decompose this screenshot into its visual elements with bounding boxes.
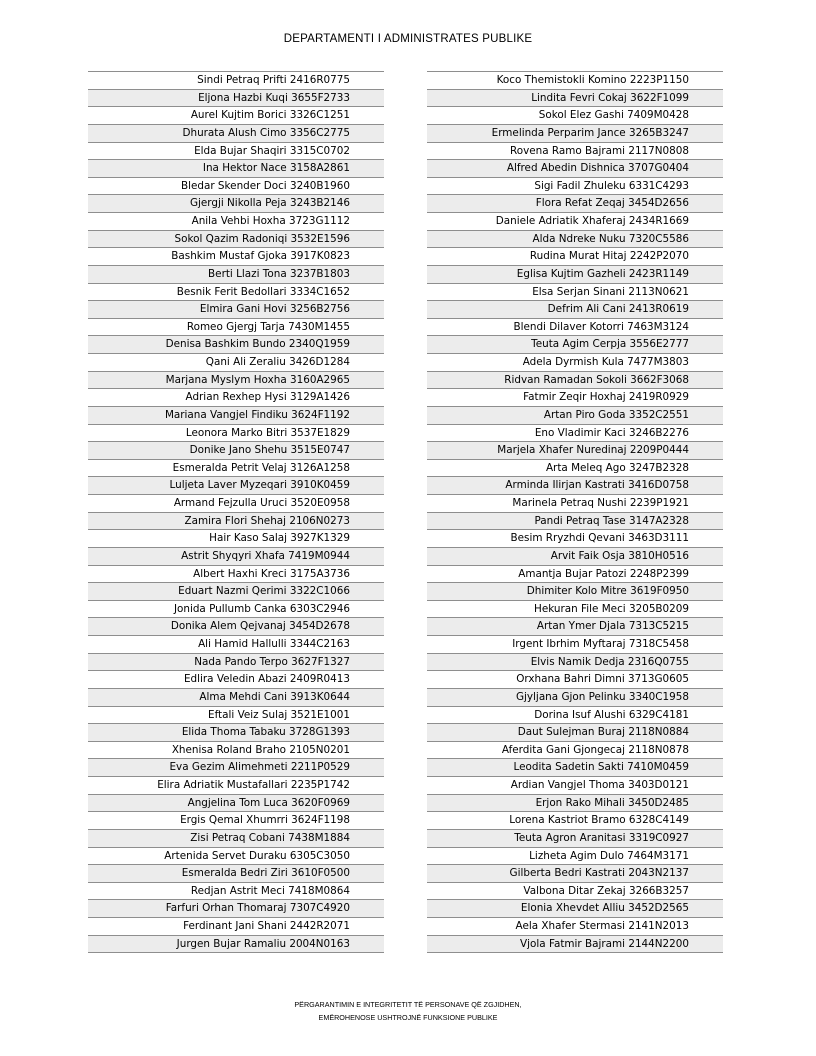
name-row: Flora Refat Zeqaj 3454D2656 xyxy=(427,195,723,213)
name-row: Luljeta Laver Myzeqari 3910K0459 xyxy=(88,477,384,495)
name-row: Eva Gezim Alimehmeti 2211P0529 xyxy=(88,759,384,777)
name-row: Artenida Servet Duraku 6305C3050 xyxy=(88,848,384,866)
name-row: Adela Dyrmish Kula 7477M3803 xyxy=(427,354,723,372)
name-row: Besnik Ferit Bedollari 3334C1652 xyxy=(88,284,384,302)
name-row: Bledar Skender Doci 3240B1960 xyxy=(88,178,384,196)
name-row: Artan Ymer Djala 7313C5215 xyxy=(427,618,723,636)
name-row: Eno Vladimir Kaci 3246B2276 xyxy=(427,425,723,443)
name-row: Artan Piro Goda 3352C2551 xyxy=(427,407,723,425)
name-row: Vjola Fatmir Bajrami 2144N2200 xyxy=(427,936,723,954)
name-row: Berti Llazi Tona 3237B1803 xyxy=(88,266,384,284)
name-row: Jurgen Bujar Ramaliu 2004N0163 xyxy=(88,936,384,954)
name-row: Arminda Ilirjan Kastrati 3416D0758 xyxy=(427,477,723,495)
name-row: Aurel Kujtim Borici 3326C1251 xyxy=(88,107,384,125)
name-row: Elsa Serjan Sinani 2113N0621 xyxy=(427,284,723,302)
name-row: Ina Hektor Nace 3158A2861 xyxy=(88,160,384,178)
name-row: Anila Vehbi Hoxha 3723G1112 xyxy=(88,213,384,231)
name-row: Sindi Petraq Prifti 2416R0775 xyxy=(88,72,384,90)
name-row: Jonida Pullumb Canka 6303C2946 xyxy=(88,601,384,619)
name-row: Ergis Qemal Xhumrri 3624F1198 xyxy=(88,812,384,830)
footer-line-1: PËRGARANTIMIN E INTEGRITETIT TË PERSONAVE QË ZGJIDHEN, xyxy=(294,1000,522,1009)
name-row: Marjana Myslym Hoxha 3160A2965 xyxy=(88,372,384,390)
name-row: Daniele Adriatik Xhaferaj 2434R1669 xyxy=(427,213,723,231)
name-row: Gilberta Bedri Kastrati 2043N2137 xyxy=(427,865,723,883)
name-row: Aferdita Gani Gjongecaj 2118N0878 xyxy=(427,742,723,760)
name-row: Eduart Nazmi Qerimi 3322C1066 xyxy=(88,583,384,601)
name-row: Zamira Flori Shehaj 2106N0273 xyxy=(88,513,384,531)
name-row: Xhenisa Roland Braho 2105N0201 xyxy=(88,742,384,760)
name-row: Bashkim Mustaf Gjoka 3917K0823 xyxy=(88,248,384,266)
name-row: Dhurata Alush Cimo 3356C2775 xyxy=(88,125,384,143)
name-row: Esmeralda Bedri Ziri 3610F0500 xyxy=(88,865,384,883)
name-row: Aela Xhafer Stermasi 2141N2013 xyxy=(427,918,723,936)
name-row: Redjan Astrit Meci 7418M0864 xyxy=(88,883,384,901)
name-row: Elonia Xhevdet Alliu 3452D2565 xyxy=(427,900,723,918)
name-row: Gjergji Nikolla Peja 3243B2146 xyxy=(88,195,384,213)
name-row: Mariana Vangjel Findiku 3624F1192 xyxy=(88,407,384,425)
name-row: Teuta Agim Cerpja 3556E2777 xyxy=(427,336,723,354)
names-column-right xyxy=(427,71,723,953)
name-row: Alma Mehdi Cani 3913K0644 xyxy=(88,689,384,707)
name-row: Koco Themistokli Komino 2223P1150 xyxy=(427,72,723,90)
name-row: Ardian Vangjel Thoma 3403D0121 xyxy=(427,777,723,795)
name-row: Leonora Marko Bitri 3537E1829 xyxy=(88,425,384,443)
name-row: Daut Sulejman Buraj 2118N0884 xyxy=(427,724,723,742)
name-row: Amantja Bujar Patozi 2248P2399 xyxy=(427,566,723,584)
name-row: Marinela Petraq Nushi 2239P1921 xyxy=(427,495,723,513)
name-row: Dhimiter Kolo Mitre 3619F0950 xyxy=(427,583,723,601)
name-row: Albert Haxhi Kreci 3175A3736 xyxy=(88,566,384,584)
name-row: Teuta Agron Aranitasi 3319C0927 xyxy=(427,830,723,848)
name-row: Pandi Petraq Tase 3147A2328 xyxy=(427,513,723,531)
name-row: Arta Meleq Ago 3247B2328 xyxy=(427,460,723,478)
name-row: Fatmir Zeqir Hoxhaj 2419R0929 xyxy=(427,389,723,407)
name-row: Sigi Fadil Zhuleku 6331C4293 xyxy=(427,178,723,196)
name-row: Irgent Ibrhim Myftaraj 7318C5458 xyxy=(427,636,723,654)
name-row: Adrian Rexhep Hysi 3129A1426 xyxy=(88,389,384,407)
name-row: Rovena Ramo Bajrami 2117N0808 xyxy=(427,143,723,161)
name-row: Hekuran File Meci 3205B0209 xyxy=(427,601,723,619)
name-row: Elvis Namik Dedja 2316Q0755 xyxy=(427,654,723,672)
footer-line-2: EMËROHENOSE USHTROJNË FUNKSIONE PUBLIKE xyxy=(318,1013,498,1022)
name-row: Elda Bujar Shaqiri 3315C0702 xyxy=(88,143,384,161)
name-row: Donike Jano Shehu 3515E0747 xyxy=(88,442,384,460)
name-row: Esmeralda Petrit Velaj 3126A1258 xyxy=(88,460,384,478)
name-row: Lizheta Agim Dulo 7464M3171 xyxy=(427,848,723,866)
name-row: Donika Alem Qejvanaj 3454D2678 xyxy=(88,618,384,636)
name-row: Lindita Fevri Cokaj 3622F1099 xyxy=(427,90,723,108)
name-row: Leodita Sadetin Sakti 7410M0459 xyxy=(427,759,723,777)
name-row: Orxhana Bahri Dimni 3713G0605 xyxy=(427,671,723,689)
name-row: Blendi Dilaver Kotorri 7463M3124 xyxy=(427,319,723,337)
name-row: Romeo Gjergj Tarja 7430M1455 xyxy=(88,319,384,337)
name-row: Marjela Xhafer Nuredinaj 2209P0444 xyxy=(427,442,723,460)
name-row: Astrit Shyqyri Xhafa 7419M0944 xyxy=(88,548,384,566)
name-row: Ali Hamid Hallulli 3344C2163 xyxy=(88,636,384,654)
name-row: Elira Adriatik Mustafallari 2235P1742 xyxy=(88,777,384,795)
name-row: Zisi Petraq Cobani 7438M1884 xyxy=(88,830,384,848)
name-row: Hair Kaso Salaj 3927K1329 xyxy=(88,530,384,548)
name-row: Sokol Elez Gashi 7409M0428 xyxy=(427,107,723,125)
name-row: Arvit Faik Osja 3810H0516 xyxy=(427,548,723,566)
name-row: Eftali Veiz Sulaj 3521E1001 xyxy=(88,707,384,725)
name-row: Nada Pando Terpo 3627F1327 xyxy=(88,654,384,672)
page-footer xyxy=(0,998,816,1024)
name-row: Ferdinant Jani Shani 2442R2071 xyxy=(88,918,384,936)
name-row: Valbona Ditar Zekaj 3266B3257 xyxy=(427,883,723,901)
name-row: Gjyljana Gjon Pelinku 3340C1958 xyxy=(427,689,723,707)
name-row: Dorina Isuf Alushi 6329C4181 xyxy=(427,707,723,725)
name-row: Elmira Gani Hovi 3256B2756 xyxy=(88,301,384,319)
name-row: Defrim Ali Cani 2413R0619 xyxy=(427,301,723,319)
name-row: Qani Ali Zeraliu 3426D1284 xyxy=(88,354,384,372)
names-column-left xyxy=(88,71,384,953)
name-row: Eglisa Kujtim Gazheli 2423R1149 xyxy=(427,266,723,284)
name-row: Lorena Kastriot Bramo 6328C4149 xyxy=(427,812,723,830)
name-row: Besim Rryzhdi Qevani 3463D3111 xyxy=(427,530,723,548)
name-row: Eljona Hazbi Kuqi 3655F2733 xyxy=(88,90,384,108)
name-row: Ridvan Ramadan Sokoli 3662F3068 xyxy=(427,372,723,390)
name-row: Erjon Rako Mihali 3450D2485 xyxy=(427,795,723,813)
name-row: Alda Ndreke Nuku 7320C5586 xyxy=(427,231,723,249)
name-row: Elida Thoma Tabaku 3728G1393 xyxy=(88,724,384,742)
name-row: Angjelina Tom Luca 3620F0969 xyxy=(88,795,384,813)
name-row: Edlira Veledin Abazi 2409R0413 xyxy=(88,671,384,689)
name-row: Rudina Murat Hitaj 2242P2070 xyxy=(427,248,723,266)
name-row: Denisa Bashkim Bundo 2340Q1959 xyxy=(88,336,384,354)
name-row: Farfuri Orhan Thomaraj 7307C4920 xyxy=(88,900,384,918)
name-row: Alfred Abedin Dishnica 3707G0404 xyxy=(427,160,723,178)
name-row: Sokol Qazim Radoniqi 3532E1596 xyxy=(88,231,384,249)
page-title: DEPARTAMENTI I ADMINISTRATES PUBLIKE xyxy=(283,33,533,45)
name-row: Ermelinda Perparim Jance 3265B3247 xyxy=(427,125,723,143)
name-row: Armand Fejzulla Uruci 3520E0958 xyxy=(88,495,384,513)
